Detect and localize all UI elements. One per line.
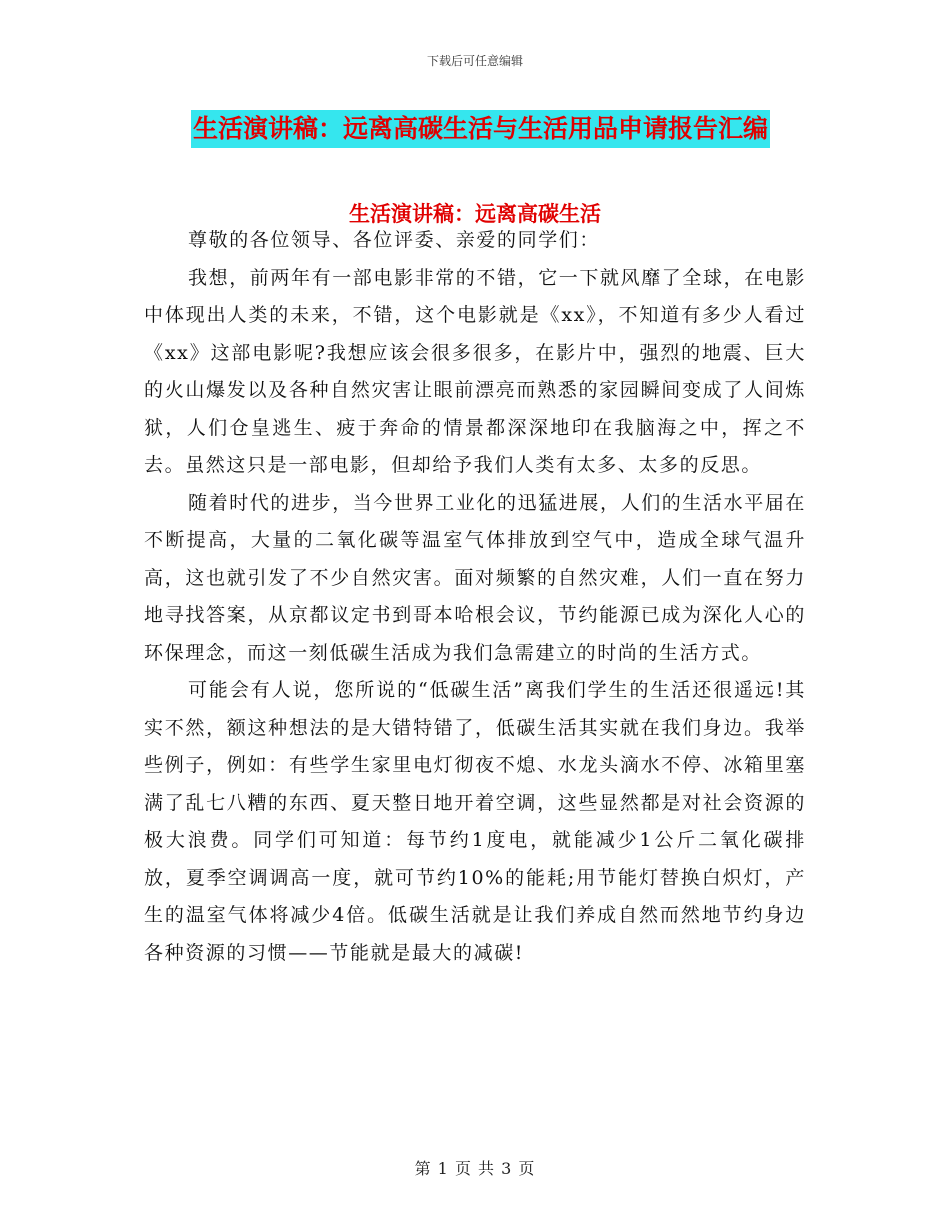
paragraph: 可能会有人说，您所说的“低碳生活”离我们学生的生活还很遥远!其实不然，额这种想法的是大错特错了，低碳生活其实就在我们身边。我举些例子，例如：有些学生家里电灯彻夜不熄、水龙头滴水不停、冰箱里塞满了乱七八糟的东西、夏天整日地开着空调，这些显然都是对社会资源的极大浪费。同学们可知道：每节约1度电，就能减少1公斤二氧化碳排放，夏季空调调高一度，就可节约10%的能耗;用节能灯替换白炽灯，产生的温室气体将减少4倍。低碳生活就是让我们养成自然而然地节约身边各种资源的习惯——节能就是最大的减碳! bbox=[144, 679, 806, 964]
page-footer: 第 1 页 共 3 页 bbox=[414, 1159, 536, 1178]
paragraph: 随着时代的进步，当今世界工业化的迅猛进展，人们的生活水平届在不断提高，大量的二氧化碳等温室气体排放到空气中，造成全球气温升高，这也就引发了不少自然灾害。面对频繁的自然灾难，人们一直在努力地寻找答案，从京都议定书到哥本哈根会议，节约能源已成为深化人心的环保理念，而这一刻低碳生活成为我们急需建立的时尚的生活方式。 bbox=[144, 491, 807, 664]
speech-body bbox=[144, 222, 806, 972]
section-title: 生活演讲稿：远离高碳生活 bbox=[349, 202, 601, 226]
paragraph: 我想，前两年有一部电影非常的不错，它一下就风靡了全球，在电影中体现出人类的未来，不错，这个电影就是《xx》，不知道有多少人看过《xx》这部电影呢?我想应该会很多很多，在影片中，强烈的地震、巨大的火山爆发以及各种自然灾害让眼前漂亮而熟悉的家园瞬间变成了人间炼狱，人们仓皇逃生、疲于奔命的情景都深深地印在我脑海之中，挥之不去。虽然这只是一部电影，但却给予我们人类有太多、太多的反思。 bbox=[144, 266, 807, 476]
header-note: 下载后可任意编辑 bbox=[426, 54, 523, 68]
paragraph: 尊敬的各位领导、各位评委、亲爱的同学们： bbox=[188, 229, 601, 251]
document-title: 生活演讲稿：远离高碳生活与生活用品申请报告汇编 bbox=[191, 110, 770, 148]
